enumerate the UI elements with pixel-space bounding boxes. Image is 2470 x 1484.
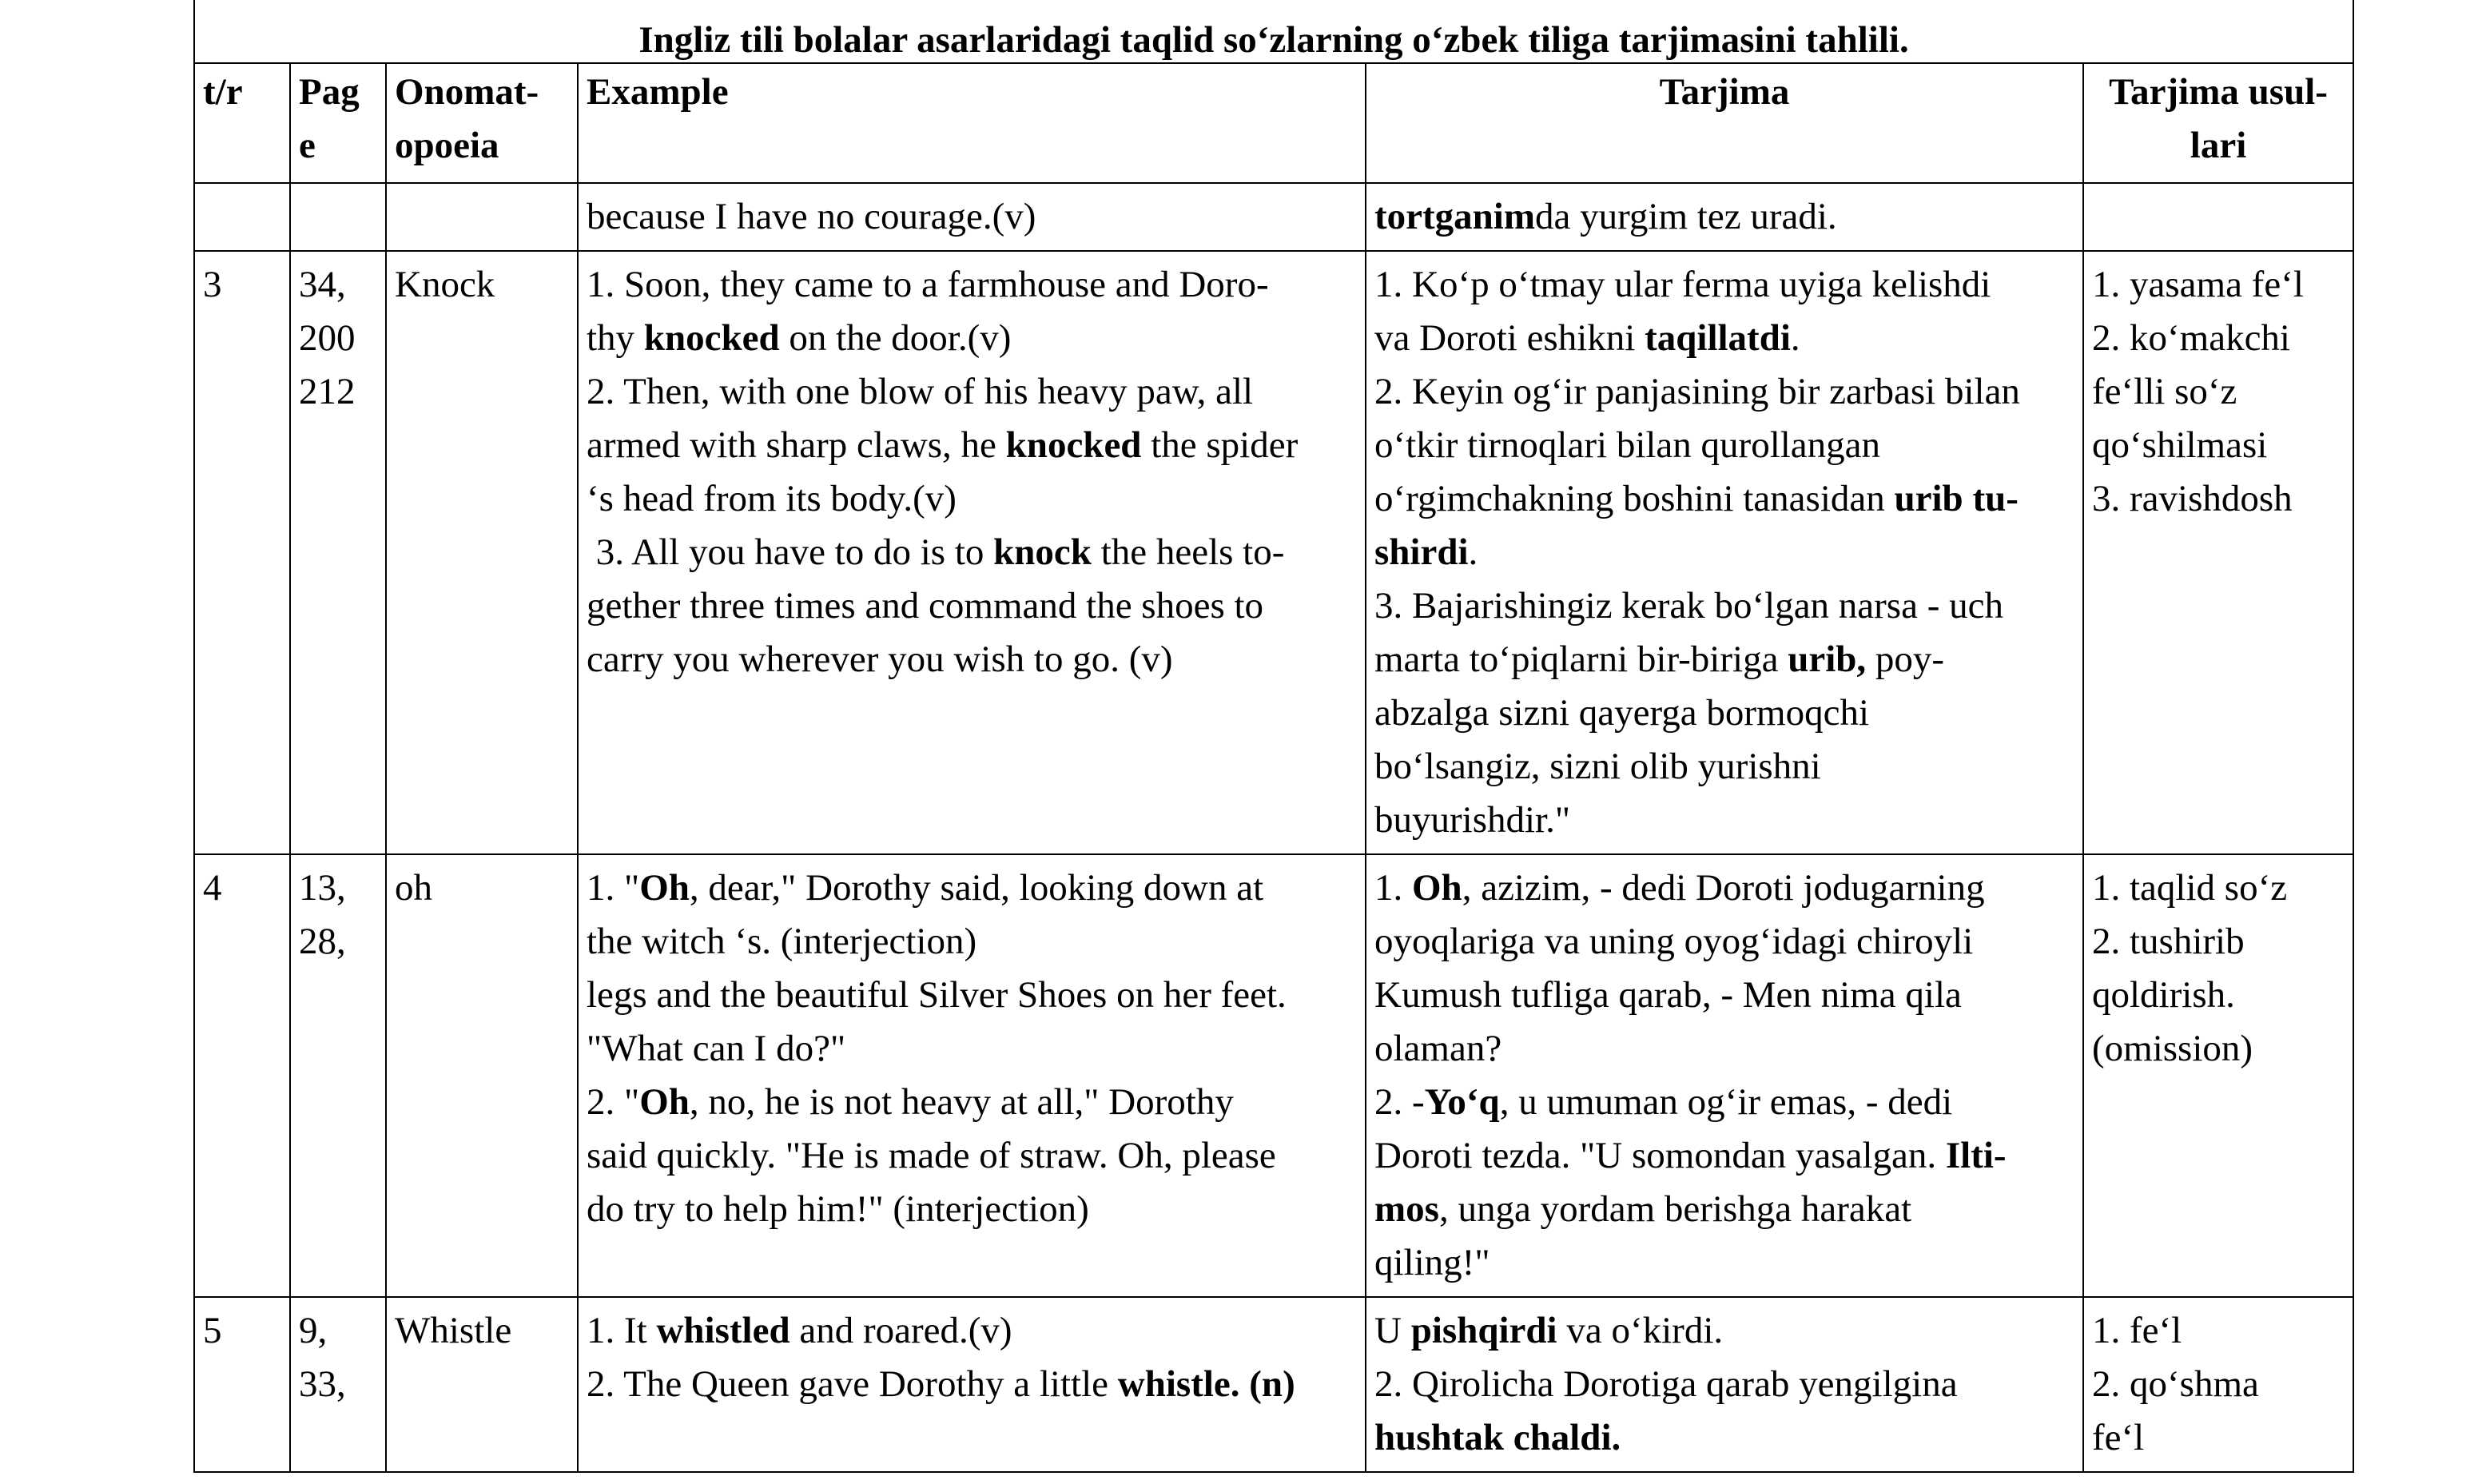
tarjima-cell bbox=[1366, 854, 2083, 1297]
usul-cell-line: fe‘lli so‘z bbox=[2092, 371, 2237, 412]
example-cell-line: 1. Soon, they came to a farmhouse and Doro- bbox=[587, 264, 1269, 305]
usul-cell-line: 1. fe‘l bbox=[2092, 1310, 2182, 1351]
tarjima-cell bbox=[1366, 183, 2083, 251]
table-row bbox=[194, 1297, 2353, 1472]
example-cell-line: 3. All you have to do is to knock the heels to- bbox=[587, 531, 1285, 573]
row-number-cell bbox=[194, 854, 290, 1297]
header-number: t/r bbox=[194, 63, 290, 183]
header-row bbox=[194, 63, 2353, 183]
usul-cell bbox=[2083, 183, 2353, 251]
header-tarjima: Tarjima bbox=[1366, 63, 2083, 183]
example-cell bbox=[578, 183, 1366, 251]
page-cell bbox=[290, 251, 386, 854]
header-tarjima-usullari: Tarjima usul- lari bbox=[2083, 63, 2353, 183]
header-example: Example bbox=[578, 63, 1366, 183]
tarjima-cell-line: Kumush tufliga qarab, - Men nima qila bbox=[1374, 974, 1962, 1016]
tarjima-cell-line: mos, unga yordam berishga harakat bbox=[1374, 1188, 1912, 1230]
tarjima-cell-line: buyurishdir." bbox=[1374, 799, 1571, 841]
example-cell-line: ‘s head from its body.(v) bbox=[587, 478, 957, 519]
usul-cell-line: 2. tushirib bbox=[2092, 921, 2245, 962]
table-caption: Ingliz tili bolalar asarlaridagi taqlid so‘zlarning o‘zbek tiliga tarjimasini tahlili. bbox=[194, 0, 2353, 63]
page-cell-line: 13, bbox=[299, 867, 346, 909]
example-cell-line: do try to help him!" (interjection) bbox=[587, 1188, 1089, 1230]
tarjima-cell-line: 2. Qirolicha Dorotiga qarab yengilgina bbox=[1374, 1363, 1958, 1405]
onomatopoeia-cell-line: oh bbox=[395, 867, 432, 909]
usul-cell-line: qoldirish. bbox=[2092, 974, 2235, 1016]
row-number-cell bbox=[194, 1297, 290, 1472]
page-cell-line: 34, bbox=[299, 264, 346, 305]
tarjima-cell-line: qiling!" bbox=[1374, 1242, 1490, 1283]
page-cell bbox=[290, 183, 386, 251]
tarjima-cell-line: abzalga sizni qayerga bormoqchi bbox=[1374, 692, 1870, 734]
tarjima-cell-line: tortganimda yurgim tez uradi. bbox=[1374, 196, 1837, 237]
row-number-cell-line: 3 bbox=[203, 264, 222, 305]
tarjima-cell bbox=[1366, 1297, 2083, 1472]
example-cell-line: 1. It whistled and roared.(v) bbox=[587, 1310, 1012, 1351]
tarjima-cell-line: o‘tkir tirnoqlari bilan qurollangan bbox=[1374, 424, 1881, 466]
translation-analysis-table bbox=[193, 0, 2354, 1473]
tarjima-cell-line: 2. Keyin og‘ir panjasining bir zarbasi bilan bbox=[1374, 371, 2020, 412]
tarjima-cell-line: va Doroti eshikni taqillatdi. bbox=[1374, 317, 1800, 359]
usul-cell-line: qo‘shilmasi bbox=[2092, 424, 2268, 466]
example-cell bbox=[578, 1297, 1366, 1472]
row-number-cell bbox=[194, 183, 290, 251]
example-cell-line: 1. "Oh, dear," Dorothy said, looking down at bbox=[587, 867, 1264, 909]
onomatopoeia-cell bbox=[386, 251, 578, 854]
row-number-cell-line: 5 bbox=[203, 1310, 222, 1351]
page-cell-line: 200 bbox=[299, 317, 356, 359]
usul-cell-line: 2. ko‘makchi bbox=[2092, 317, 2290, 359]
page-cell-line: 212 bbox=[299, 371, 356, 412]
example-cell-line: 2. Then, with one blow of his heavy paw, all bbox=[587, 371, 1254, 412]
table-row bbox=[194, 854, 2353, 1297]
example-cell-line: "What can I do?" bbox=[587, 1028, 846, 1069]
tarjima-cell-line: U pishqirdi va o‘kirdi. bbox=[1374, 1310, 1724, 1351]
example-cell-line: 2. The Queen gave Dorothy a little whistle. (n) bbox=[587, 1363, 1295, 1405]
tarjima-cell-line: 2. -Yo‘q, u umuman og‘ir emas, - dedi bbox=[1374, 1081, 1953, 1123]
onomatopoeia-cell bbox=[386, 1297, 578, 1472]
example-cell bbox=[578, 854, 1366, 1297]
table-body bbox=[194, 183, 2353, 1472]
example-cell-line: carry you wherever you wish to go. (v) bbox=[587, 639, 1173, 680]
table-row bbox=[194, 183, 2353, 251]
tarjima-cell-line: hushtak chaldi. bbox=[1374, 1417, 1621, 1458]
usul-cell bbox=[2083, 1297, 2353, 1472]
example-cell-line: gether three times and command the shoes to bbox=[587, 585, 1264, 627]
usul-cell bbox=[2083, 854, 2353, 1297]
header-onomatopoeia: Onomat- opoeia bbox=[386, 63, 578, 183]
usul-cell-line: 1. taqlid so‘z bbox=[2092, 867, 2288, 909]
example-cell-line: said quickly. "He is made of straw. Oh, please bbox=[587, 1135, 1276, 1176]
tarjima-cell-line: marta to‘piqlarni bir-biriga urib, poy- bbox=[1374, 639, 1945, 680]
onomatopoeia-cell-line: Knock bbox=[395, 264, 495, 305]
usul-cell bbox=[2083, 251, 2353, 854]
tarjima-cell-line: olaman? bbox=[1374, 1028, 1502, 1069]
tarjima-cell-line: 1. Ko‘p o‘tmay ular ferma uyiga kelishdi bbox=[1374, 264, 1991, 305]
usul-cell-line: 3. ravishdosh bbox=[2092, 478, 2293, 519]
example-cell-line: 2. "Oh, no, he is not heavy at all," Dorothy bbox=[587, 1081, 1234, 1123]
page-cell bbox=[290, 854, 386, 1297]
caption-row bbox=[194, 0, 2353, 63]
tarjima-cell-line: 3. Bajarishingiz kerak bo‘lgan narsa - uch bbox=[1374, 585, 2003, 627]
usul-cell-line: (omission) bbox=[2092, 1028, 2253, 1069]
onomatopoeia-cell bbox=[386, 183, 578, 251]
page-cell bbox=[290, 1297, 386, 1472]
onomatopoeia-cell-line: Whistle bbox=[395, 1310, 512, 1351]
tarjima-cell-line: o‘rgimchakning boshini tanasidan urib tu- bbox=[1374, 478, 2019, 519]
table-row bbox=[194, 251, 2353, 854]
example-cell-line: because I have no courage.(v) bbox=[587, 196, 1036, 237]
example-cell-line: the witch ‘s. (interjection) bbox=[587, 921, 977, 962]
tarjima-cell-line: 1. Oh, azizim, - dedi Doroti jodugarning bbox=[1374, 867, 1985, 909]
usul-cell-line: fe‘l bbox=[2092, 1417, 2145, 1458]
row-number-cell-line: 4 bbox=[203, 867, 222, 909]
usul-cell-line: 1. yasama fe‘l bbox=[2092, 264, 2304, 305]
tarjima-cell-line: Doroti tezda. "U somondan yasalgan. Ilti- bbox=[1374, 1135, 2007, 1176]
onomatopoeia-cell bbox=[386, 854, 578, 1297]
tarjima-cell-line: shirdi. bbox=[1374, 531, 1478, 573]
example-cell-line: legs and the beautiful Silver Shoes on her feet. bbox=[587, 974, 1287, 1016]
page-cell-line: 33, bbox=[299, 1363, 346, 1405]
tarjima-cell-line: bo‘lsangiz, sizni olib yurishni bbox=[1374, 746, 1821, 787]
tarjima-cell-line: oyoqlariga va uning oyog‘idagi chiroyli bbox=[1374, 921, 1974, 962]
page-cell-line: 28, bbox=[299, 921, 346, 962]
page-cell-line: 9, bbox=[299, 1310, 328, 1351]
example-cell bbox=[578, 251, 1366, 854]
example-cell-line: thy knocked on the door.(v) bbox=[587, 317, 1012, 359]
example-cell-line: armed with sharp claws, he knocked the spider bbox=[587, 424, 1299, 466]
row-number-cell bbox=[194, 251, 290, 854]
header-page: Pag e bbox=[290, 63, 386, 183]
usul-cell-line: 2. qo‘shma bbox=[2092, 1363, 2259, 1405]
tarjima-cell bbox=[1366, 251, 2083, 854]
